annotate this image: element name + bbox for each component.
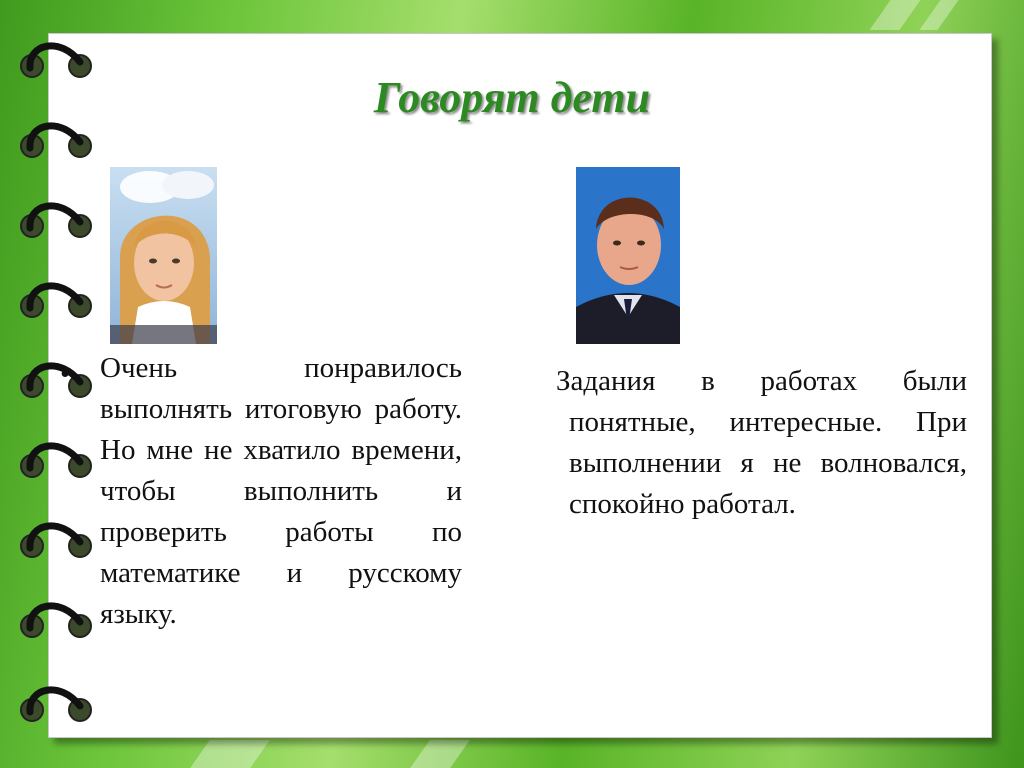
decor-stripe <box>869 0 920 30</box>
ring-icon <box>10 118 102 168</box>
ring-icon <box>10 278 102 328</box>
ring-icon <box>10 518 102 568</box>
girl-photo <box>110 167 217 344</box>
ring-icon <box>10 198 102 248</box>
bullet-marker: • <box>60 358 71 390</box>
boy-photo <box>576 167 680 344</box>
ring-icon <box>10 438 102 488</box>
ring-icon <box>10 682 102 732</box>
ring-icon <box>10 358 102 408</box>
decor-stripe <box>410 740 470 768</box>
decor-stripe <box>919 0 958 30</box>
slide-title: Говорят дети <box>373 73 651 122</box>
ring-icon <box>10 598 102 648</box>
right-quote: Задания в работах были понятные, интересные. При выполнении я не волновался, спокойно работал. <box>556 365 967 520</box>
left-quote: Очень понравилось выполнять итоговую работу. Но мне не хватило времени, чтобы выполнить и проверить работы по математике и русскому языку. <box>100 352 462 630</box>
decor-stripe <box>190 740 270 768</box>
